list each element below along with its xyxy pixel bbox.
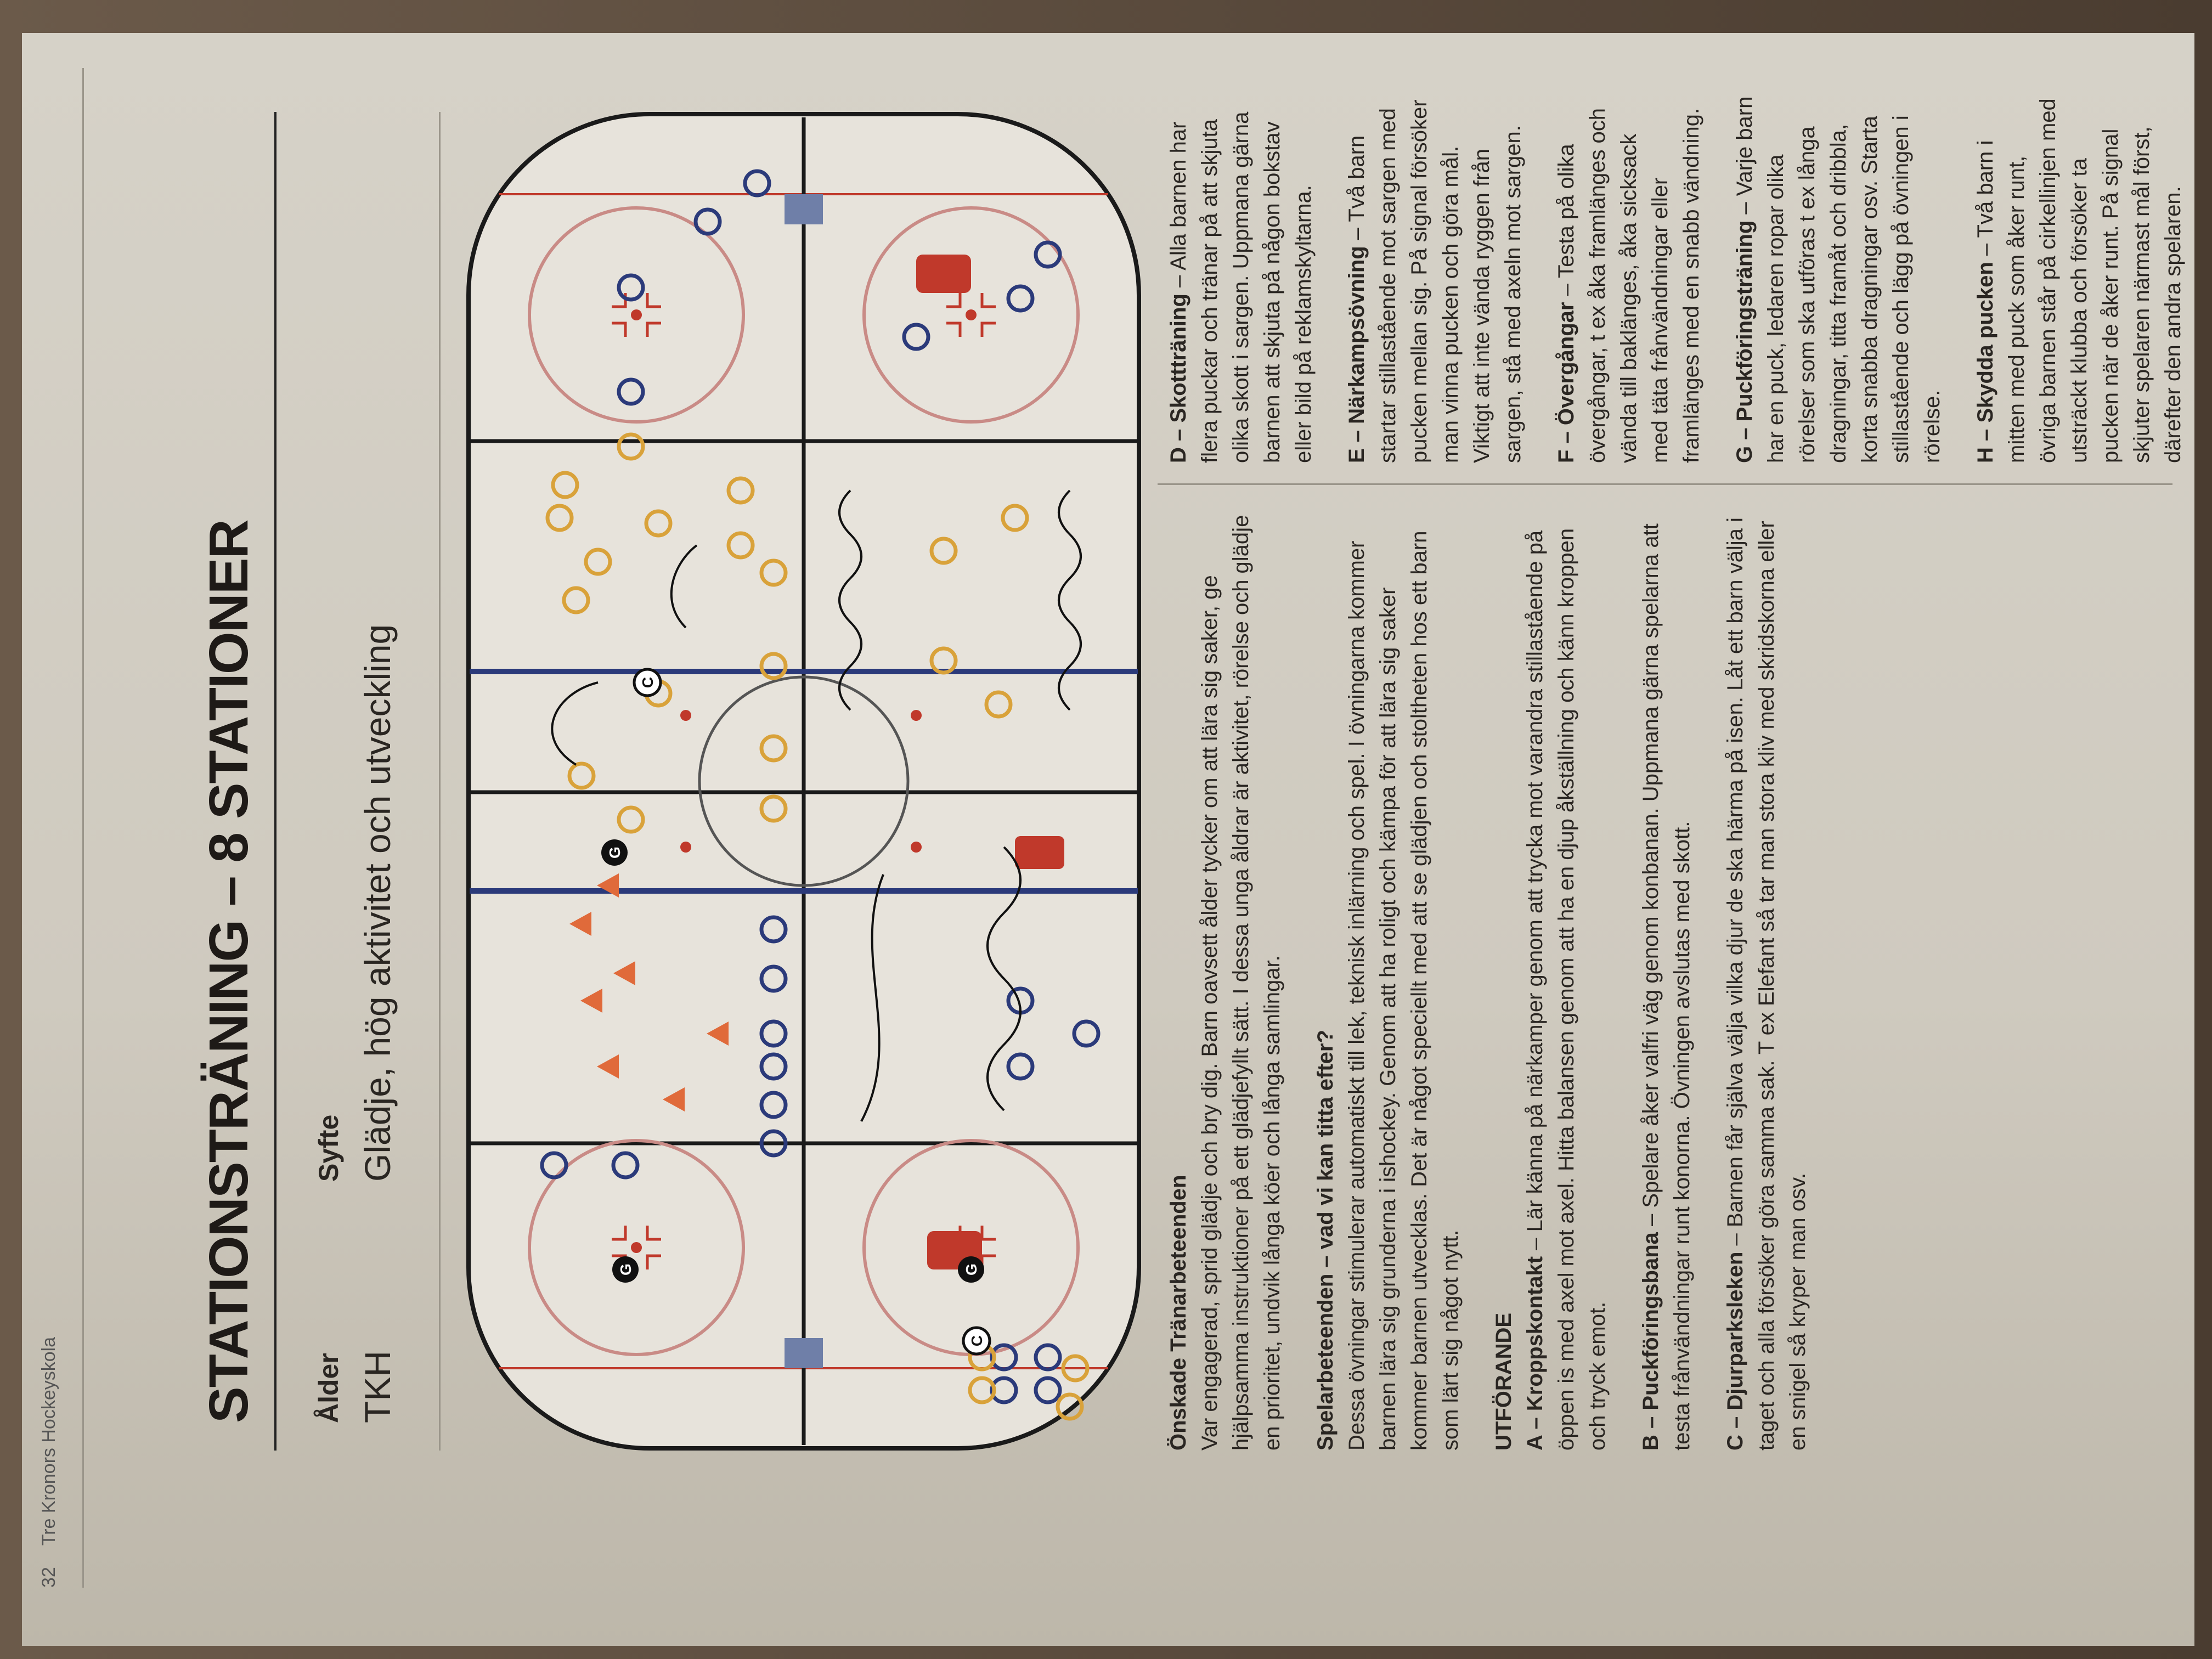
goalie-marker-label-1: G — [963, 1263, 980, 1276]
coach-text: Var engagerad, sprid glädje och bry dig. Barn oavsett ålder tycker om att lära sig saker, ge hjälpsamma instruktioner på ett glädjefyllt sätt. I dessa unga åldrar är aktivitet, rörelse och glädje en prioritet, undvik långa köer och långa samlingar. — [1198, 515, 1284, 1451]
net-top-station — [1015, 836, 1064, 869]
station-a-text: – Lär känna på närkamper genom att trycka mot varandra stillastående på öppen is med axel mot axel. Hitta balansen genom att ha en djup åkställning och känn kroppen och tryck emot. — [1523, 528, 1610, 1451]
faceoff-dot-2 — [631, 309, 642, 320]
coach-marker-label-1: C — [639, 676, 656, 689]
running-head — [38, 1337, 60, 1588]
purpose-value: Glädje, hög aktivitet och utveckling — [357, 624, 398, 1182]
column-divider — [1158, 483, 2172, 485]
station-h-name: H – Skydda pucken — [1973, 262, 1997, 463]
station-c — [1720, 507, 1814, 1451]
station-f — [1551, 90, 1707, 463]
station-e — [1341, 90, 1529, 463]
station-e-text: – Två barn startar stillastående mot sargen med pucken mellan sig. På signal försöker man vinna pucken och göra mål. Viktigt att inte vända ryggen från sargen, stå med axeln mot sargen. — [1345, 99, 1525, 463]
station-g — [1729, 90, 1948, 463]
page-number: 32 — [38, 1567, 59, 1588]
age-label: Ålder — [313, 1353, 344, 1423]
goal-crease-right — [785, 194, 823, 224]
left-column — [1163, 507, 1836, 1451]
coach-marker-label-0: C — [968, 1335, 985, 1347]
goalie-marker-label-0: G — [617, 1263, 634, 1276]
player-text: Dessa övningar stimulerar automatiskt till lek, teknisk inlärning och spel. I övningarna kommer barnen lära sig grunderna i ishockey. Genom att ha roligt och kämpa för att lära sig saker kommer barnen utvecklas. Det är något speciellt med att se glädjen och stoltheten hos ett barn som lärt sig något nytt. — [1345, 531, 1463, 1451]
page-title: STATIONSTRÄNING – 8 STATIONER — [198, 520, 259, 1423]
coach-heading: Önskade Tränarbeteenden — [1166, 1175, 1190, 1451]
book-title: Tre Kronors Hockeyskola — [38, 1336, 59, 1546]
coach-section — [1163, 507, 1288, 1451]
station-f-text: – Testa på olika övergångar, t ex åka framlänges och vända till baklänges, åka sicksack med täta frånvändningar eller framlänges med en snabb vändning. — [1554, 108, 1703, 463]
neutral-dot-0 — [680, 842, 691, 853]
player-section — [1310, 507, 1466, 1451]
execution-heading: UTFÖRANDE — [1492, 1312, 1516, 1451]
rink-diagram — [466, 112, 1141, 1451]
station-b — [1635, 507, 1698, 1451]
station-c-name: C – Djurparksleken — [1723, 1251, 1747, 1451]
purpose-label: Syfte — [313, 1114, 344, 1182]
station-c-text: – Barnen får själva välja vilka djur de ska härma på isen. Låt ett barn välja i taget och alla försöker göra samma sak. T ex Elefant så tar man stora kliv med skridskorna eller en snigel så kryper man osv. — [1723, 517, 1810, 1451]
neutral-dot-3 — [911, 710, 922, 721]
station-h — [1970, 90, 2189, 463]
age-value: TKH — [357, 1351, 398, 1423]
title-rule — [274, 112, 276, 1451]
faceoff-dot-3 — [966, 309, 977, 320]
top-rule — [82, 68, 84, 1588]
station-g-name: G – Puckföringsträning — [1733, 220, 1757, 463]
right-column — [1163, 90, 2211, 463]
station-a — [1520, 507, 1613, 1451]
station-b-name: B – Puckföringsbana — [1639, 1232, 1663, 1451]
station-a-name: A – Kroppskontakt — [1523, 1256, 1547, 1451]
goalie-marker-label-2: G — [606, 847, 623, 859]
station-b-text: – Spelare åker valfri väg genom konbanan. Uppmana gärna spelarna att testa frånvändningar runt konorna. Övningen avslutas med skott. — [1639, 523, 1694, 1451]
station-g-text: – Varje barn har en puck, ledaren ropar olika rörelser som ska utföras t ex långa dragningar, titta framåt och dribbla, korta snabba dragningar osv. Starta stillastående och lägg på övningen i rörelse. — [1733, 96, 1944, 463]
station-d-text: – Alla barnen har flera puckar och tränar på att skjuta olika skott i sargen. Uppmana gärna barnen att skjuta på någon bokstav eller bild på reklamskyltarna. — [1166, 111, 1316, 463]
faceoff-dot-0 — [631, 1242, 642, 1253]
station-f-name: F – Övergångar — [1554, 302, 1578, 463]
neutral-dot-1 — [911, 842, 922, 853]
header-rule — [439, 112, 441, 1451]
net-right-station — [916, 255, 971, 293]
station-d-name: D – Skottträning — [1166, 294, 1190, 463]
station-d — [1163, 90, 1319, 463]
goal-crease-left — [785, 1338, 823, 1368]
station-e-name: E – Närkampsövning — [1345, 246, 1369, 463]
neutral-dot-2 — [680, 710, 691, 721]
station-h-text: – Två barn i mitten med puck som åker runt, övriga barnen står på cirkellinjen med utsträckt klubba och försöker ta pucken när de åker runt. På signal skjuter spelaren närmast mål först, därefter den andra spelaren. — [1973, 98, 2185, 463]
player-heading: Spelarbeteenden – vad vi kan titta efter? — [1313, 1030, 1338, 1451]
